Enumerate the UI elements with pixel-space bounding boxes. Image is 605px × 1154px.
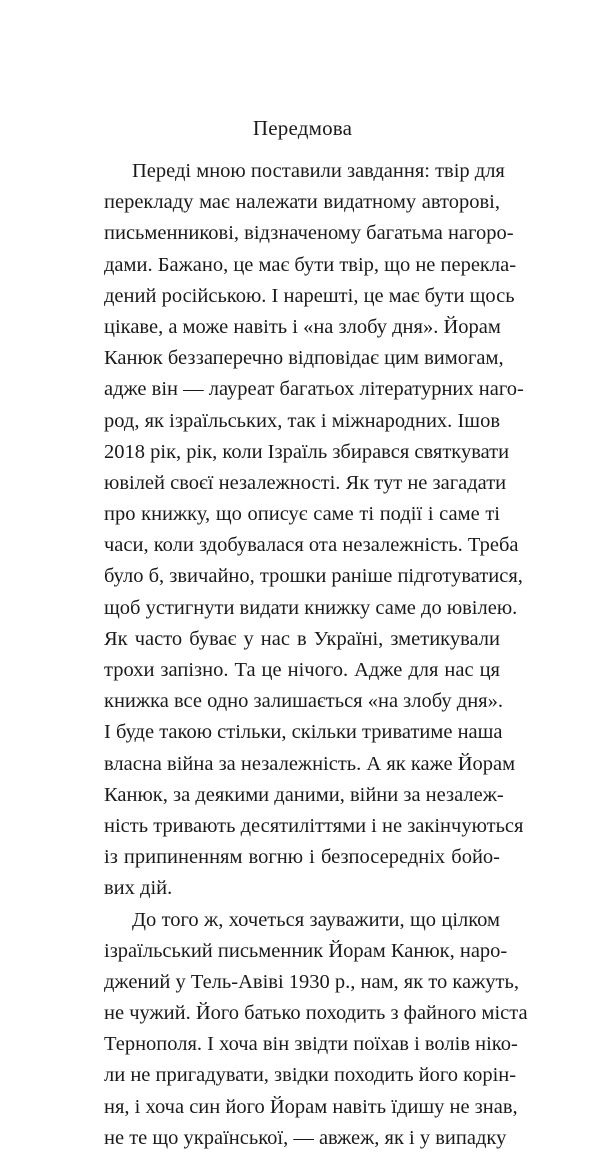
text-line: адже він — лауреат багатьох літературних наго-	[104, 374, 500, 405]
text-line: письменникові, відзначеному багатьма нагоро-	[104, 218, 500, 249]
text-line: Переді мною поставили завдання: твір для	[104, 156, 500, 187]
text-line: Тернополя. І хоча він звідти поїхав і волів ніко-	[104, 1029, 500, 1060]
text-line: власна війна за незалежність. А як каже Йорам	[104, 749, 500, 780]
text-line: ня, і хоча син його Йорам навіть їдишу не знав,	[104, 1092, 500, 1123]
text-line: цікаве, а може навіть і «на злобу дня». Йорам	[104, 312, 500, 343]
text-line: І буде такою стільки, скільки триватиме наша	[104, 717, 500, 748]
text-line: Канюк беззаперечно відповідає цим вимогам,	[104, 343, 500, 374]
text-line: ізраїльський письменник Йорам Канюк, наро-	[104, 936, 500, 967]
text-line: ювілей своєї незалежності. Як тут не загадати	[104, 468, 500, 499]
text-line: ність тривають десятиліттями і не закінчуються	[104, 811, 500, 842]
text-line: До того ж, хочеться зауважити, що цілком	[104, 905, 500, 936]
text-line: щоб устигнути видати книжку саме до ювілею.	[104, 593, 500, 624]
text-line: ли не пригадувати, звідки походить його корін-	[104, 1060, 500, 1091]
text-line: не чужий. Його батько походить з файного міста	[104, 998, 500, 1029]
paragraph	[104, 905, 500, 1154]
text-line: род, як ізраїльських, так і міжнародних. Ішов	[104, 406, 500, 437]
text-line: про книжку, що описує саме ті події і саме ті	[104, 499, 500, 530]
text-line: джений у Тель-Авіві 1930 р., нам, як то кажуть,	[104, 967, 500, 998]
text-line: дений російською. І нарешті, це має бути щось	[104, 281, 500, 312]
text-line: було б, звичайно, трошки раніше підготуватися,	[104, 561, 500, 592]
text-line: Як часто буває у нас в Україні, зметикували	[104, 624, 500, 655]
paragraph	[104, 156, 500, 905]
text-line: дами. Бажано, це має бути твір, що не переклa-	[104, 250, 500, 281]
page-title: Передмова	[0, 113, 605, 143]
text-line: трохи запізно. Та це нічого. Адже для нас ця	[104, 655, 500, 686]
text-line: Канюк, за деякими даними, війни за незалеж-	[104, 780, 500, 811]
text-line: 2018 рік, рік, коли Ізраїль збирався святкувати	[104, 437, 500, 468]
text-line: часи, коли здобувалася ота незалежність. Треба	[104, 530, 500, 561]
text-line: книжка все одно залишається «на злобу дня».	[104, 686, 500, 717]
text-line: перекладу має належати видатному авторові,	[104, 187, 500, 218]
text-line: не те що української, — авжеж, як і у випадку	[104, 1123, 500, 1154]
text-line: вих дій.	[104, 873, 500, 904]
text-line: із припиненням вогню і безпосередніх бойо-	[104, 842, 500, 873]
body-text	[104, 156, 500, 1154]
